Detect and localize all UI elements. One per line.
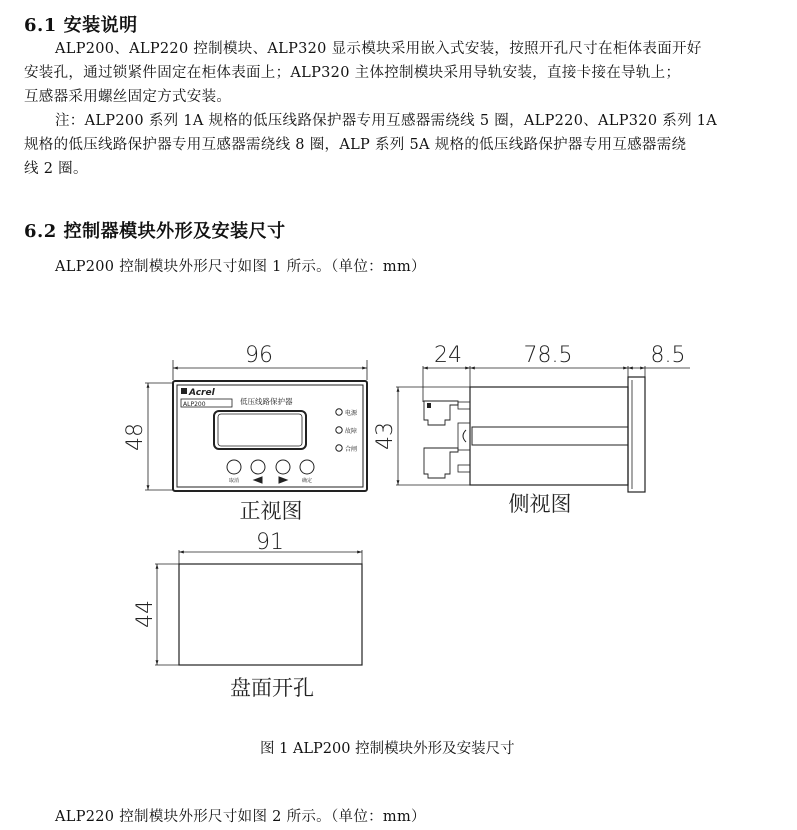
note-line: 规格的低压线路保护器专用互感器需绕线 8 圈，ALP 系列 5A 规格的低压线路保护器专用互感器需绕: [24, 137, 687, 153]
side-view-label: 侧视图: [508, 492, 572, 516]
brand-logo: Acrel: [189, 388, 215, 398]
section-6-2-title: 6.2 控制器模块外形及安装尺寸: [24, 221, 286, 242]
model-label: ALP200: [183, 401, 206, 408]
front-view-label: 正视图: [239, 499, 303, 523]
product-name: 低压线路保护器: [240, 397, 293, 406]
paragraph-line: ALP200、ALP220 控制模块、ALP320 显示模块采用嵌入式安装，按照开孔尺寸在柜体表面开好: [55, 41, 702, 57]
paragraph-line: 安装孔，通过锁紧件固定在柜体表面上；ALP320 主体控制模块采用导轨安装，直接卡接在导轨上；: [24, 65, 681, 81]
button-cancel-label: 取消: [228, 478, 240, 484]
front-view: [145, 360, 367, 491]
note-line: 注：ALP200 系列 1A 规格的低压线路保护器专用互感器需绕线 5 圈，ALP220、ALP320 系列 1A: [55, 113, 718, 129]
paragraph-line: 互感器采用螺丝固定方式安装。: [24, 89, 232, 105]
indicator-power: 电源: [345, 410, 358, 417]
indicator-close: 合闸: [345, 446, 358, 453]
note-line: 线 2 圈。: [24, 161, 88, 177]
section-6-1-title: 6.1 安装说明: [24, 15, 138, 36]
side-view: [396, 366, 690, 492]
front-width-dim: 96: [245, 343, 273, 368]
cutout-height-dim: 44: [133, 600, 158, 628]
next-intro: ALP220 控制模块外形尺寸如图 2 所示。（单位：mm）: [55, 809, 426, 825]
panel-cutout: [155, 550, 362, 665]
side-height-dim: 43: [373, 422, 398, 450]
front-height-dim: 48: [123, 423, 148, 451]
button-confirm-label: 确定: [301, 478, 313, 484]
side-depth-dim-8-5: 8.5: [650, 343, 686, 368]
figure-1-caption: 图 1 ALP200 控制模块外形及安装尺寸: [260, 741, 515, 757]
side-depth-dim-24: 24: [434, 343, 462, 368]
section-6-2-intro: ALP200 控制模块外形尺寸如图 1 所示。（单位：mm）: [55, 259, 426, 275]
cutout-width-dim: 91: [256, 530, 284, 555]
side-depth-dim-78-5: 78.5: [523, 343, 573, 368]
cutout-label: 盘面开孔: [230, 676, 314, 700]
indicator-fault: 故障: [345, 428, 358, 435]
